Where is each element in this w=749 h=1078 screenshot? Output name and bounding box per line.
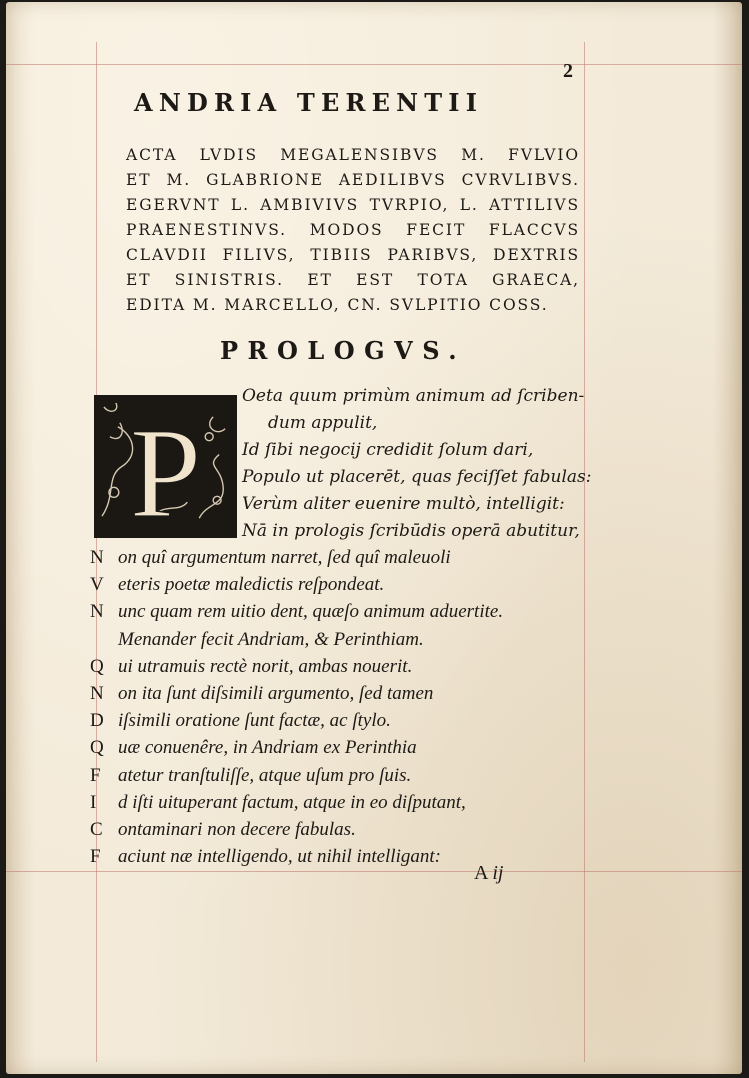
- verse-line: Oeta quum primùm animum ad ſcriben-: [242, 386, 585, 406]
- verse-initial-letter: V: [90, 574, 104, 596]
- verse-line: on ita ſunt diſsimili argumento, ſed tamen: [118, 683, 434, 704]
- signature-mark: [474, 862, 503, 885]
- book-page: [6, 2, 742, 1074]
- verse-line: ontaminari non decere fabulas.: [118, 819, 356, 840]
- verse-initial-letter: Q: [90, 737, 104, 759]
- verse-initial-letter: F: [90, 764, 101, 786]
- page-title: ANDRIA TERENTII: [134, 88, 484, 117]
- didascalia-line: EGERVNT L. AMBIVIVS TVRPIO, L. ATTILIVS: [126, 196, 580, 214]
- verse-line: on quî argumentum narret, ſed quî maleuoli: [118, 547, 451, 568]
- verse-initial-letter: F: [90, 846, 101, 868]
- verse-line: uæ conuenêre, in Andriam ex Perinthia: [118, 737, 417, 759]
- verse-initial-letter: Q: [90, 655, 104, 677]
- verse-line: Menander fecit Andriam, & Perinthiam.: [118, 628, 424, 650]
- signature-numeral: ij: [492, 862, 504, 884]
- verse-line: Verùm aliter euenire multò, intelligit:: [242, 494, 565, 514]
- didascalia-line: PRAENESTINVS. MODOS FECIT FLACCVS: [126, 221, 580, 239]
- verse-initial-letter: D: [90, 710, 104, 732]
- didascalia-line: ACTA LVDIS MEGALENSIBVS M. FVLVIO: [126, 146, 580, 164]
- didascalia-line: EDITA M. MARCELLO, CN. SVLPITIO COSS.: [126, 296, 549, 314]
- signature-letter: A: [474, 862, 488, 884]
- verse-line: iſsimili oratione ſunt factæ, ac ſtylo.: [118, 710, 391, 732]
- verse-line: d iſti uituperant factum, atque in eo diſputant,: [118, 791, 466, 813]
- initial-letter: P: [129, 401, 202, 536]
- ruled-margin-right: [584, 42, 585, 1062]
- verse-line: Nā in prologis ſcribūdis operā abutitur,: [242, 521, 580, 541]
- folio-number: 2: [563, 60, 573, 82]
- verse-line: unc quam rem uitio dent, quæſo animum aduertite.: [118, 601, 504, 623]
- decorated-initial: [94, 395, 237, 538]
- verse-initial-letter: I: [90, 791, 97, 813]
- verse-line: aciunt næ intelligendo, ut nihil intelligant:: [118, 846, 441, 868]
- didascalia-line: ET SINISTRIS. ET EST TOTA GRAECA,: [126, 271, 580, 289]
- woodcut-initial-p: [96, 397, 235, 536]
- verse-line: eteris poetæ maledictis reſpondeat.: [118, 574, 385, 596]
- verse-line: atetur tranſtuliſſe, atque uſum pro ſuis.: [118, 764, 412, 786]
- verse-initial-letter: N: [90, 683, 104, 704]
- verse-initial-letter: C: [90, 819, 103, 840]
- ruled-line-top: [6, 64, 742, 65]
- verse-line: Populo ut placerēt, quas feciſſet fabulas:: [242, 467, 592, 487]
- verse-line: ui utramuis rectè norit, ambas nouerit.: [118, 655, 413, 677]
- verse-initial-letter: N: [90, 601, 104, 623]
- didascalia-line: CLAVDII FILIVS, TIBIIS PARIBVS, DEXTRIS: [126, 246, 580, 264]
- section-heading: PROLOGVS.: [220, 336, 467, 365]
- verse-line: dum appulit,: [268, 413, 378, 433]
- didascalia-line: ET M. GLABRIONE AEDILIBVS CVRVLIBVS.: [126, 171, 580, 189]
- ruled-line-bottom: [6, 871, 742, 872]
- verse-initial-letter: N: [90, 547, 104, 568]
- verse-line: Id ſibi negocij credidit ſolum dari,: [242, 440, 534, 460]
